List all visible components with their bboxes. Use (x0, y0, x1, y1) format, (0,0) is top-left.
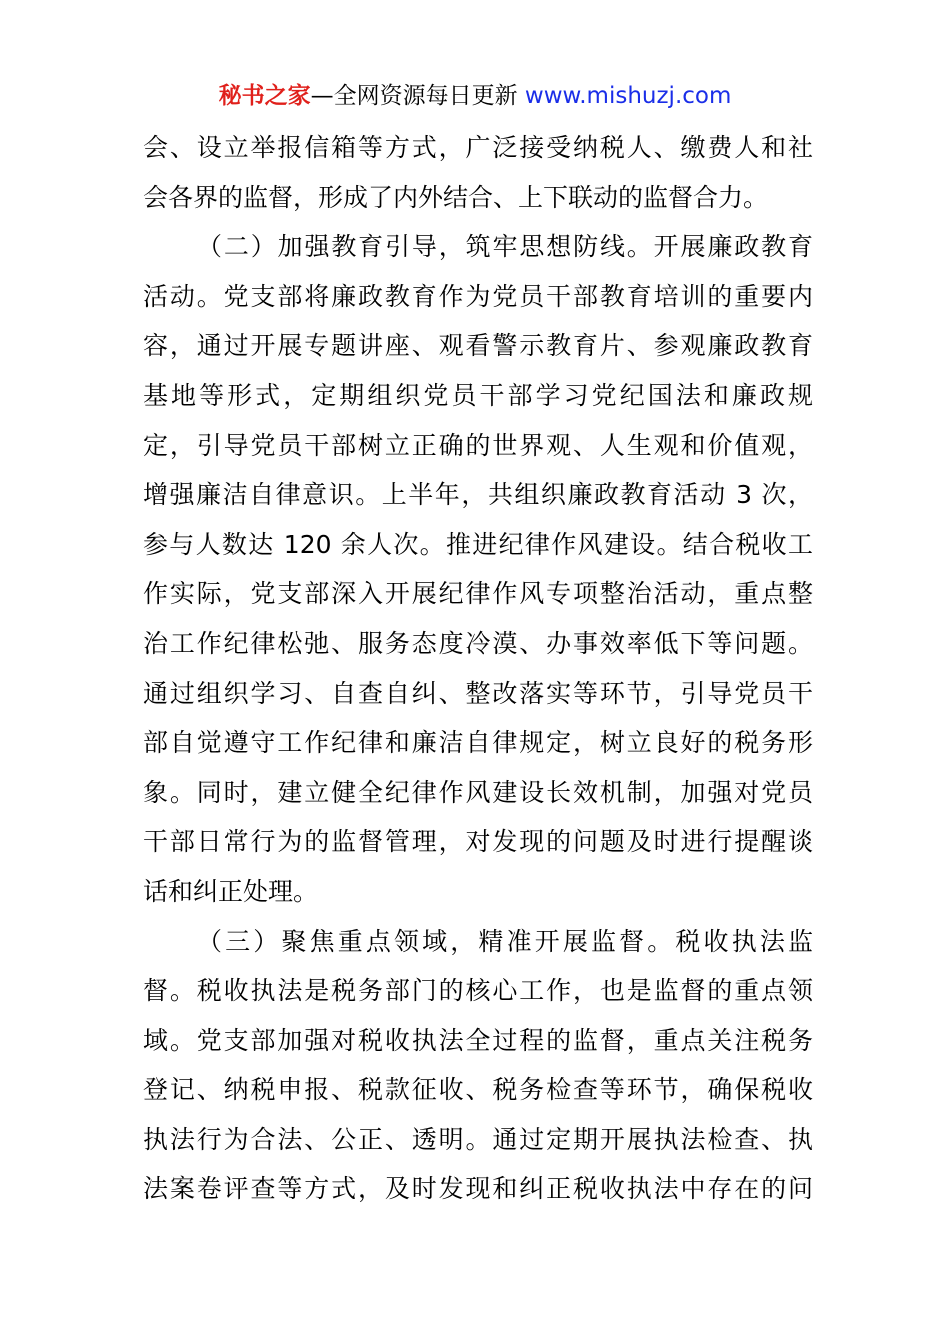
text-line: 话和纠正处理。 (143, 876, 319, 906)
section-heading-line: （二）加强教育引导，筑牢思想防线。开展廉政教育 (197, 232, 813, 262)
text-line: 通过组织学习、自查自纠、整改落实等环节，引导党员干 (143, 678, 813, 708)
text-line: 部自觉遵守工作纪律和廉洁自律规定，树立良好的税务形 (143, 728, 813, 758)
text-line: 执法行为合法、公正、透明。通过定期开展执法检查、执 (143, 1124, 813, 1154)
text-line: 会、设立举报信箱等方式，广泛接受纳税人、缴费人和社 (143, 133, 813, 162)
text-line: 容，通过开展专题讲座、观看警示教育片、参观廉政教育 (143, 331, 813, 361)
text-line: 法案卷评查等方式，及时发现和纠正税收执法中存在的问 (143, 1174, 813, 1204)
site-url-link[interactable]: www.mishuzj.com (524, 83, 732, 109)
text-line: 参与人数达 120 余人次。推进纪律作风建设。结合税收工 (143, 529, 813, 559)
text-line: 治工作纪律松弛、服务态度冷漠、办事效率低下等问题。 (143, 628, 813, 658)
text-line: 作实际，党支部深入开展纪律作风专项整治活动，重点整 (143, 579, 813, 609)
text-line: 域。党支部加强对税收执法全过程的监督，重点关注税务 (143, 1025, 813, 1055)
section-heading-line: （三）聚焦重点领域，精准开展监督。税收执法监 (197, 926, 813, 956)
site-tagline: —全网资源每日更新 (310, 83, 518, 109)
text-line: 活动。党支部将廉政教育作为党员干部教育培训的重要内 (143, 281, 813, 311)
text-line: 增强廉洁自律意识。上半年，共组织廉政教育活动 3 次， (143, 480, 813, 510)
site-brand: 秘书之家 (218, 83, 311, 109)
text-line: 干部日常行为的监督管理，对发现的问题及时进行提醒谈 (143, 827, 813, 857)
text-line: 基地等形式，定期组织党员干部学习党纪国法和廉政规 (143, 380, 813, 410)
text-line: 定，引导党员干部树立正确的世界观、人生观和价值观， (143, 430, 813, 460)
text-line: 象。同时，建立健全纪律作风建设长效机制，加强对党员 (143, 777, 813, 807)
text-line: 会各界的监督，形成了内外结合、上下联动的监督合力。 (143, 182, 769, 212)
text-line: 登记、纳税申报、税款征收、税务检查等环节，确保税收 (143, 1075, 813, 1105)
site-header (0, 80, 950, 112)
text-line: 督。税收执法是税务部门的核心工作，也是监督的重点领 (143, 976, 813, 1006)
document-body (143, 123, 813, 1214)
